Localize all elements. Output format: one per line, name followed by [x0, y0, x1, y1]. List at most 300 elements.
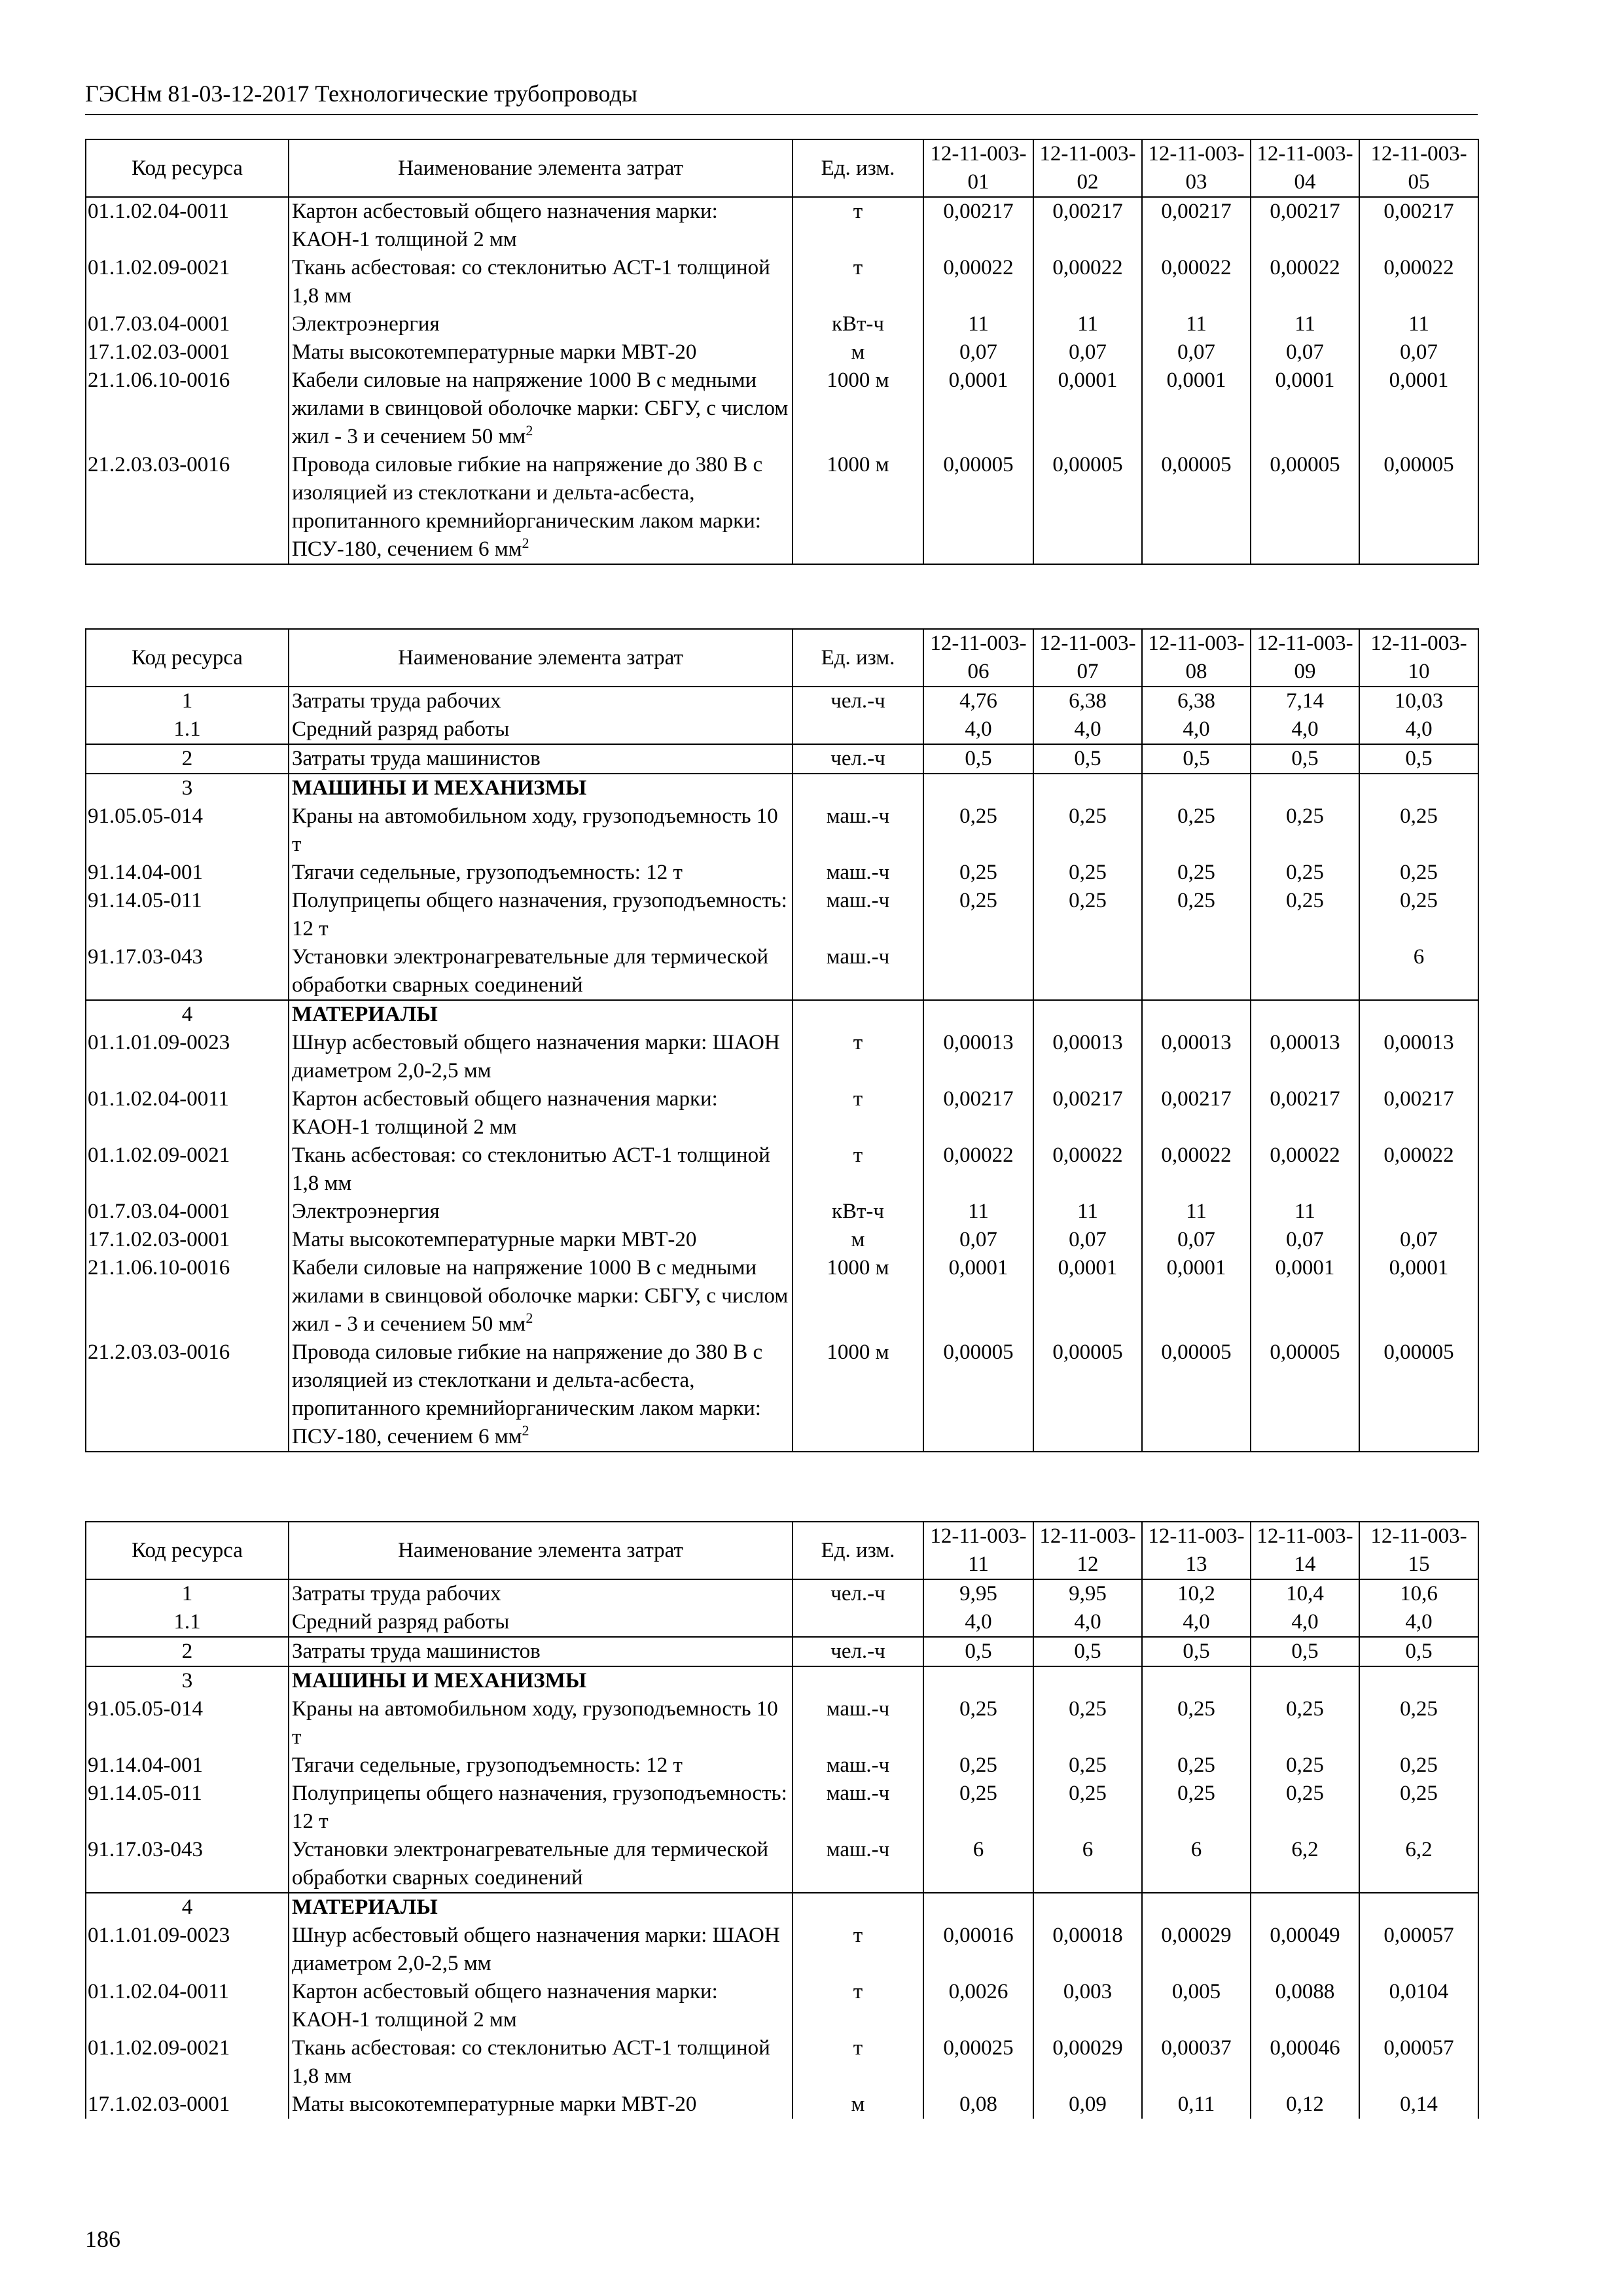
value-cell: 0,09 [1033, 2090, 1142, 2119]
resource-code: 4 [86, 1893, 289, 1922]
column-header-unit: Ед. изм. [793, 629, 923, 687]
value-cell: 4,0 [1359, 1608, 1478, 1637]
value-cell: 0,0088 [1251, 1978, 1359, 2034]
resource-name-text: Установки электронагревательные для термической обработки сварных соединений [292, 1838, 769, 1890]
column-header-estimate-code: 12-11-003-15 [1359, 1522, 1478, 1579]
resource-name [289, 310, 793, 338]
value-cell: 10,6 [1359, 1579, 1478, 1608]
value-cell: 0,00005 [1142, 1338, 1251, 1452]
resource-code: 21.1.06.10-0016 [86, 1254, 289, 1338]
page-header: ГЭСНм 81-03-12-2017 Технологические трубопроводы [85, 80, 1478, 115]
resource-code: 17.1.02.03-0001 [86, 2090, 289, 2119]
value-cell: 9,95 [923, 1579, 1033, 1608]
value-cell: 4,0 [923, 1608, 1033, 1637]
table-row [86, 254, 1478, 310]
resource-name [289, 1978, 793, 2034]
table-row [86, 1029, 1478, 1085]
value-cell: 0,00013 [1359, 1029, 1478, 1085]
resource-name-text: Ткань асбестовая: со стеклонитью АСТ-1 толщиной 1,8 мм [292, 256, 770, 308]
value-cell: 0,25 [1251, 802, 1359, 859]
resource-name-text: МАТЕРИАЛЫ [292, 1003, 438, 1026]
value-cell: 4,0 [1359, 715, 1478, 744]
resource-name-text: Шнур асбестовый общего назначения марки: ШАОН диаметром 2,0-2,5 мм [292, 1031, 780, 1083]
resource-name [289, 1666, 793, 1695]
value-cell: 0,0001 [1033, 1254, 1142, 1338]
resource-name [289, 1922, 793, 1978]
value-cell [923, 1666, 1033, 1695]
value-cell: 0,08 [923, 2090, 1033, 2119]
table-row [86, 774, 1478, 802]
column-header-estimate-code: 12-11-003-06 [923, 629, 1033, 687]
resource-name [289, 802, 793, 859]
column-header-estimate-code: 12-11-003-07 [1033, 629, 1142, 687]
value-cell: 0,07 [1033, 1226, 1142, 1254]
value-cell: 0,25 [1142, 1751, 1251, 1780]
resource-name-text: Затраты труда машинистов [292, 1640, 541, 1663]
value-cell: 0,00022 [923, 254, 1033, 310]
resource-code: 91.14.04-001 [86, 859, 289, 887]
value-cell: 0,00217 [1142, 197, 1251, 254]
resource-name-text: Маты высокотемпературные марки МВТ-20 [292, 2092, 697, 2116]
table-row [86, 1000, 1478, 1029]
value-cell: 0,003 [1033, 1978, 1142, 2034]
value-cell [1033, 943, 1142, 1000]
unit [793, 1608, 923, 1637]
header-row [86, 139, 1478, 197]
table-row [86, 744, 1478, 774]
resource-name-text: Ткань асбестовая: со стеклонитью АСТ-1 толщиной 1,8 мм [292, 2036, 770, 2088]
value-cell: 4,0 [923, 715, 1033, 744]
value-cell: 0,00005 [1033, 451, 1142, 564]
value-cell: 0,005 [1142, 1978, 1251, 2034]
unit: т [793, 1141, 923, 1198]
resource-name [289, 367, 793, 451]
value-cell: 0,00217 [923, 197, 1033, 254]
column-header-code: Код ресурса [86, 1522, 289, 1579]
value-cell: 0,25 [923, 1695, 1033, 1751]
resource-name-text: Ткань асбестовая: со стеклонитью АСТ-1 толщиной 1,8 мм [292, 1143, 770, 1195]
superscript: 2 [522, 1422, 529, 1439]
resource-name-text: МАТЕРИАЛЫ [292, 1895, 438, 1919]
value-cell: 0,25 [1251, 887, 1359, 943]
resource-code: 01.1.02.09-0021 [86, 2034, 289, 2090]
value-cell: 4,0 [1251, 1608, 1359, 1637]
value-cell: 0,25 [1033, 802, 1142, 859]
resource-name [289, 687, 793, 715]
value-cell [1142, 943, 1251, 1000]
unit: т [793, 254, 923, 310]
resource-name-text: Установки электронагревательные для термической обработки сварных соединений [292, 945, 769, 997]
value-cell: 0,25 [1033, 1695, 1142, 1751]
value-cell: 0,0001 [1359, 367, 1478, 451]
resource-code: 91.05.05-014 [86, 802, 289, 859]
value-cell: 0,0001 [1142, 367, 1251, 451]
resource-name [289, 744, 793, 774]
resource-name-text: Краны на автомобильном ходу, грузоподъемность 10 т [292, 804, 778, 856]
resource-code: 17.1.02.03-0001 [86, 1226, 289, 1254]
resource-name [289, 2034, 793, 2090]
unit: кВт-ч [793, 1198, 923, 1226]
value-cell [1142, 1666, 1251, 1695]
page-number: 186 [85, 2226, 120, 2252]
value-cell: 0,00013 [923, 1029, 1033, 1085]
resource-table-1 [85, 139, 1479, 565]
value-cell: 0,00037 [1142, 2034, 1251, 2090]
unit: м [793, 338, 923, 367]
value-cell: 6 [1033, 1836, 1142, 1893]
value-cell: 0,25 [1033, 1751, 1142, 1780]
resource-name-text: Затраты труда рабочих [292, 689, 501, 713]
value-cell: 0,5 [1142, 1637, 1251, 1666]
value-cell [1251, 1000, 1359, 1029]
table-row [86, 1836, 1478, 1893]
value-cell: 7,14 [1251, 687, 1359, 715]
value-cell: 0,00013 [1251, 1029, 1359, 1085]
unit: т [793, 1922, 923, 1978]
resource-name [289, 197, 793, 254]
unit: чел.-ч [793, 687, 923, 715]
resource-name-text: Провода силовые гибкие на напряжение до 380 В с изоляцией из стеклоткани и дельта-асбеста, пропитанного кремнийорганическим лаком марки: ПСУ-180, сечением 6 мм [292, 453, 763, 561]
resource-name [289, 1751, 793, 1780]
resource-code: 4 [86, 1000, 289, 1029]
unit: маш.-ч [793, 802, 923, 859]
resource-table-3 [85, 1521, 1479, 2119]
resource-code: 01.1.02.04-0011 [86, 197, 289, 254]
value-cell: 0,07 [1142, 1226, 1251, 1254]
column-header-name: Наименование элемента затрат [289, 139, 793, 197]
resource-code: 91.05.05-014 [86, 1695, 289, 1751]
value-cell: 6,38 [1142, 687, 1251, 715]
value-cell [1033, 1000, 1142, 1029]
unit: маш.-ч [793, 859, 923, 887]
value-cell: 10,4 [1251, 1579, 1359, 1608]
value-cell: 10,03 [1359, 687, 1478, 715]
table-row [86, 1922, 1478, 1978]
value-cell: 0,0001 [923, 1254, 1033, 1338]
value-cell: 0,0001 [1142, 1254, 1251, 1338]
value-cell: 0,5 [1033, 744, 1142, 774]
value-cell: 11 [1359, 310, 1478, 338]
header-row [86, 629, 1478, 687]
value-cell: 0,00022 [1033, 1141, 1142, 1198]
resource-name-text: Электроэнергия [292, 1200, 440, 1223]
unit: 1000 м [793, 367, 923, 451]
unit: 1000 м [793, 1254, 923, 1338]
value-cell: 0,11 [1142, 2090, 1251, 2119]
value-cell: 6,2 [1251, 1836, 1359, 1893]
resource-name-text: Картон асбестовый общего назначения марки: КАОН-1 толщиной 2 мм [292, 200, 718, 251]
resource-name [289, 1836, 793, 1893]
resource-code: 01.1.02.09-0021 [86, 254, 289, 310]
resource-name [289, 859, 793, 887]
resource-name-text: Маты высокотемпературные марки МВТ-20 [292, 1228, 697, 1251]
table-row [86, 1751, 1478, 1780]
unit: маш.-ч [793, 943, 923, 1000]
value-cell: 11 [1251, 1198, 1359, 1226]
value-cell: 0,00217 [1033, 197, 1142, 254]
value-cell: 11 [923, 1198, 1033, 1226]
column-header-unit: Ед. изм. [793, 139, 923, 197]
value-cell: 11 [1033, 1198, 1142, 1226]
unit [793, 1666, 923, 1695]
resource-name-text: МАШИНЫ И МЕХАНИЗМЫ [292, 776, 587, 800]
value-cell: 0,07 [923, 1226, 1033, 1254]
value-cell: 0,25 [1142, 887, 1251, 943]
resource-name-text: Полуприцепы общего назначения, грузоподъемность: 12 т [292, 1782, 787, 1833]
value-cell: 0,00217 [923, 1085, 1033, 1141]
table-row [86, 2034, 1478, 2090]
value-cell: 4,76 [923, 687, 1033, 715]
resource-name-text: Картон асбестовый общего назначения марки: КАОН-1 толщиной 2 мм [292, 1087, 718, 1139]
value-cell: 0,25 [1359, 1780, 1478, 1836]
unit [793, 715, 923, 744]
resource-name [289, 1085, 793, 1141]
resource-name [289, 1893, 793, 1922]
unit: маш.-ч [793, 1780, 923, 1836]
value-cell: 0,07 [1359, 338, 1478, 367]
resource-name [289, 715, 793, 744]
resource-name-text: Тягачи седельные, грузоподъемность: 12 т [292, 861, 683, 884]
value-cell [1033, 1893, 1142, 1922]
unit: т [793, 1085, 923, 1141]
resource-name-text: Полуприцепы общего назначения, грузоподъемность: 12 т [292, 889, 787, 941]
value-cell: 0,0104 [1359, 1978, 1478, 2034]
column-header-estimate-code: 12-11-003-09 [1251, 629, 1359, 687]
resource-name-text: Средний разряд работы [292, 717, 510, 741]
unit: маш.-ч [793, 1836, 923, 1893]
value-cell: 0,00005 [1033, 1338, 1142, 1452]
resource-name [289, 1637, 793, 1666]
value-cell: 6 [923, 1836, 1033, 1893]
column-header-estimate-code: 12-11-003-02 [1033, 139, 1142, 197]
value-cell [1142, 774, 1251, 802]
table-row [86, 1226, 1478, 1254]
value-cell: 0,00005 [1142, 451, 1251, 564]
resource-name [289, 1000, 793, 1029]
table-row [86, 1780, 1478, 1836]
unit: т [793, 1978, 923, 2034]
value-cell: 0,25 [1142, 802, 1251, 859]
value-cell: 11 [1033, 310, 1142, 338]
resource-name [289, 1780, 793, 1836]
unit: чел.-ч [793, 1579, 923, 1608]
value-cell: 4,0 [1142, 715, 1251, 744]
resource-code: 1.1 [86, 1608, 289, 1637]
value-cell: 0,00013 [1033, 1029, 1142, 1085]
table-row [86, 1254, 1478, 1338]
value-cell: 0,00013 [1142, 1029, 1251, 1085]
value-cell: 0,25 [1033, 1780, 1142, 1836]
resource-name [289, 1226, 793, 1254]
value-cell: 0,07 [1359, 1226, 1478, 1254]
value-cell: 6 [1359, 943, 1478, 1000]
value-cell: 6 [1142, 1836, 1251, 1893]
value-cell: 0,00022 [1359, 1141, 1478, 1198]
resource-code: 21.2.03.03-0016 [86, 451, 289, 564]
value-cell: 11 [1142, 310, 1251, 338]
value-cell: 0,00217 [1033, 1085, 1142, 1141]
resource-code: 17.1.02.03-0001 [86, 338, 289, 367]
value-cell: 0,00005 [1359, 451, 1478, 564]
value-cell: 0,0001 [1251, 1254, 1359, 1338]
resource-name-text: Шнур асбестовый общего назначения марки: ШАОН диаметром 2,0-2,5 мм [292, 1924, 780, 1975]
unit: м [793, 1226, 923, 1254]
resource-code: 21.2.03.03-0016 [86, 1338, 289, 1452]
resource-name-text: Затраты труда рабочих [292, 1582, 501, 1605]
unit: чел.-ч [793, 744, 923, 774]
resource-name [289, 1198, 793, 1226]
value-cell: 0,25 [1359, 887, 1478, 943]
value-cell: 11 [1142, 1198, 1251, 1226]
value-cell [1359, 774, 1478, 802]
table-row [86, 338, 1478, 367]
resource-code: 91.14.04-001 [86, 1751, 289, 1780]
resource-name [289, 774, 793, 802]
value-cell: 0,00025 [923, 2034, 1033, 2090]
value-cell [1359, 1198, 1478, 1226]
value-cell: 0,25 [923, 1751, 1033, 1780]
unit [793, 1893, 923, 1922]
column-header-estimate-code: 12-11-003-03 [1142, 139, 1251, 197]
resource-name [289, 451, 793, 564]
value-cell: 0,00217 [1359, 197, 1478, 254]
resource-name [289, 943, 793, 1000]
resource-name-text: Средний разряд работы [292, 1610, 510, 1634]
value-cell: 0,25 [923, 1780, 1033, 1836]
value-cell: 4,0 [1033, 1608, 1142, 1637]
value-cell: 0,07 [923, 338, 1033, 367]
value-cell [923, 1893, 1033, 1922]
column-header-estimate-code: 12-11-003-13 [1142, 1522, 1251, 1579]
resource-code: 91.17.03-043 [86, 943, 289, 1000]
table-row [86, 1198, 1478, 1226]
value-cell: 0,5 [1033, 1637, 1142, 1666]
table-row [86, 1666, 1478, 1695]
value-cell: 0,25 [1251, 1751, 1359, 1780]
table-row [86, 310, 1478, 338]
resource-name [289, 338, 793, 367]
table-row [86, 1695, 1478, 1751]
column-header-estimate-code: 12-11-003-08 [1142, 629, 1251, 687]
value-cell: 0,00005 [923, 1338, 1033, 1452]
table-row [86, 859, 1478, 887]
value-cell: 0,5 [923, 744, 1033, 774]
table-row [86, 1085, 1478, 1141]
value-cell: 0,25 [1251, 859, 1359, 887]
value-cell: 0,25 [1359, 1751, 1478, 1780]
resource-name-text: Картон асбестовый общего назначения марки: КАОН-1 толщиной 2 мм [292, 1980, 718, 2032]
value-cell [923, 1000, 1033, 1029]
resource-table-2 [85, 628, 1479, 1452]
value-cell: 0,0001 [1251, 367, 1359, 451]
unit: т [793, 2034, 923, 2090]
resource-code: 1 [86, 687, 289, 715]
column-header-estimate-code: 12-11-003-12 [1033, 1522, 1142, 1579]
resource-code: 91.17.03-043 [86, 1836, 289, 1893]
value-cell: 0,5 [1359, 1637, 1478, 1666]
table-row [86, 687, 1478, 715]
resource-code: 01.1.02.04-0011 [86, 1085, 289, 1141]
table-row [86, 367, 1478, 451]
resource-code: 01.7.03.04-0001 [86, 310, 289, 338]
resource-name [289, 1608, 793, 1637]
unit: маш.-ч [793, 1751, 923, 1780]
table-row [86, 1141, 1478, 1198]
unit: маш.-ч [793, 1695, 923, 1751]
column-header-estimate-code: 12-11-003-01 [923, 139, 1033, 197]
resource-code: 01.1.01.09-0023 [86, 1029, 289, 1085]
resource-name-text: Тягачи седельные, грузоподъемность: 12 т [292, 1753, 683, 1777]
resource-name-text: МАШИНЫ И МЕХАНИЗМЫ [292, 1669, 587, 1693]
value-cell: 0,00022 [1033, 254, 1142, 310]
value-cell: 0,12 [1251, 2090, 1359, 2119]
table-row [86, 2090, 1478, 2119]
value-cell: 0,25 [923, 802, 1033, 859]
resource-code: 3 [86, 1666, 289, 1695]
table-row [86, 943, 1478, 1000]
table-row [86, 1608, 1478, 1637]
unit: т [793, 1029, 923, 1085]
value-cell: 0,07 [1033, 338, 1142, 367]
value-cell: 0,07 [1251, 338, 1359, 367]
value-cell: 11 [923, 310, 1033, 338]
value-cell: 0,5 [1251, 744, 1359, 774]
resource-name [289, 254, 793, 310]
value-cell: 0,0001 [1359, 1254, 1478, 1338]
value-cell: 0,00049 [1251, 1922, 1359, 1978]
value-cell: 0,25 [1251, 1695, 1359, 1751]
resource-name [289, 1338, 793, 1452]
value-cell: 0,00005 [923, 451, 1033, 564]
value-cell: 0,25 [1359, 802, 1478, 859]
value-cell: 0,25 [1142, 1780, 1251, 1836]
value-cell [923, 774, 1033, 802]
value-cell: 0,00022 [1251, 1141, 1359, 1198]
value-cell: 0,5 [1251, 1637, 1359, 1666]
value-cell [1033, 774, 1142, 802]
unit: м [793, 2090, 923, 2119]
value-cell: 0,0001 [923, 367, 1033, 451]
value-cell [1251, 943, 1359, 1000]
value-cell [1142, 1893, 1251, 1922]
resource-code: 01.1.02.04-0011 [86, 1978, 289, 2034]
value-cell: 4,0 [1142, 1608, 1251, 1637]
unit [793, 1000, 923, 1029]
resource-name [289, 1254, 793, 1338]
unit: чел.-ч [793, 1637, 923, 1666]
value-cell: 0,07 [1142, 338, 1251, 367]
resource-name-text: Провода силовые гибкие на напряжение до 380 В с изоляцией из стеклоткани и дельта-асбеста, пропитанного кремнийорганическим лаком марки: ПСУ-180, сечением 6 мм [292, 1340, 763, 1448]
resource-code: 2 [86, 744, 289, 774]
value-cell: 9,95 [1033, 1579, 1142, 1608]
value-cell: 0,25 [923, 887, 1033, 943]
resource-code: 91.14.05-011 [86, 887, 289, 943]
column-header-estimate-code: 12-11-003-14 [1251, 1522, 1359, 1579]
column-header-code: Код ресурса [86, 139, 289, 197]
resource-code: 3 [86, 774, 289, 802]
resource-name [289, 887, 793, 943]
value-cell: 0,00022 [1142, 254, 1251, 310]
resource-name-text: Кабели силовые на напряжение 1000 В с медными жилами в свинцовой оболочке марки: СБГУ, с числом жил - 3 и сечением 50 мм [292, 368, 789, 448]
unit: маш.-ч [793, 887, 923, 943]
value-cell: 0,00217 [1142, 1085, 1251, 1141]
resource-code: 1.1 [86, 715, 289, 744]
value-cell: 0,00057 [1359, 2034, 1478, 2090]
resource-code: 21.1.06.10-0016 [86, 367, 289, 451]
unit [793, 774, 923, 802]
resource-name-text: Краны на автомобильном ходу, грузоподъемность 10 т [292, 1697, 778, 1749]
value-cell: 0,00022 [923, 1141, 1033, 1198]
